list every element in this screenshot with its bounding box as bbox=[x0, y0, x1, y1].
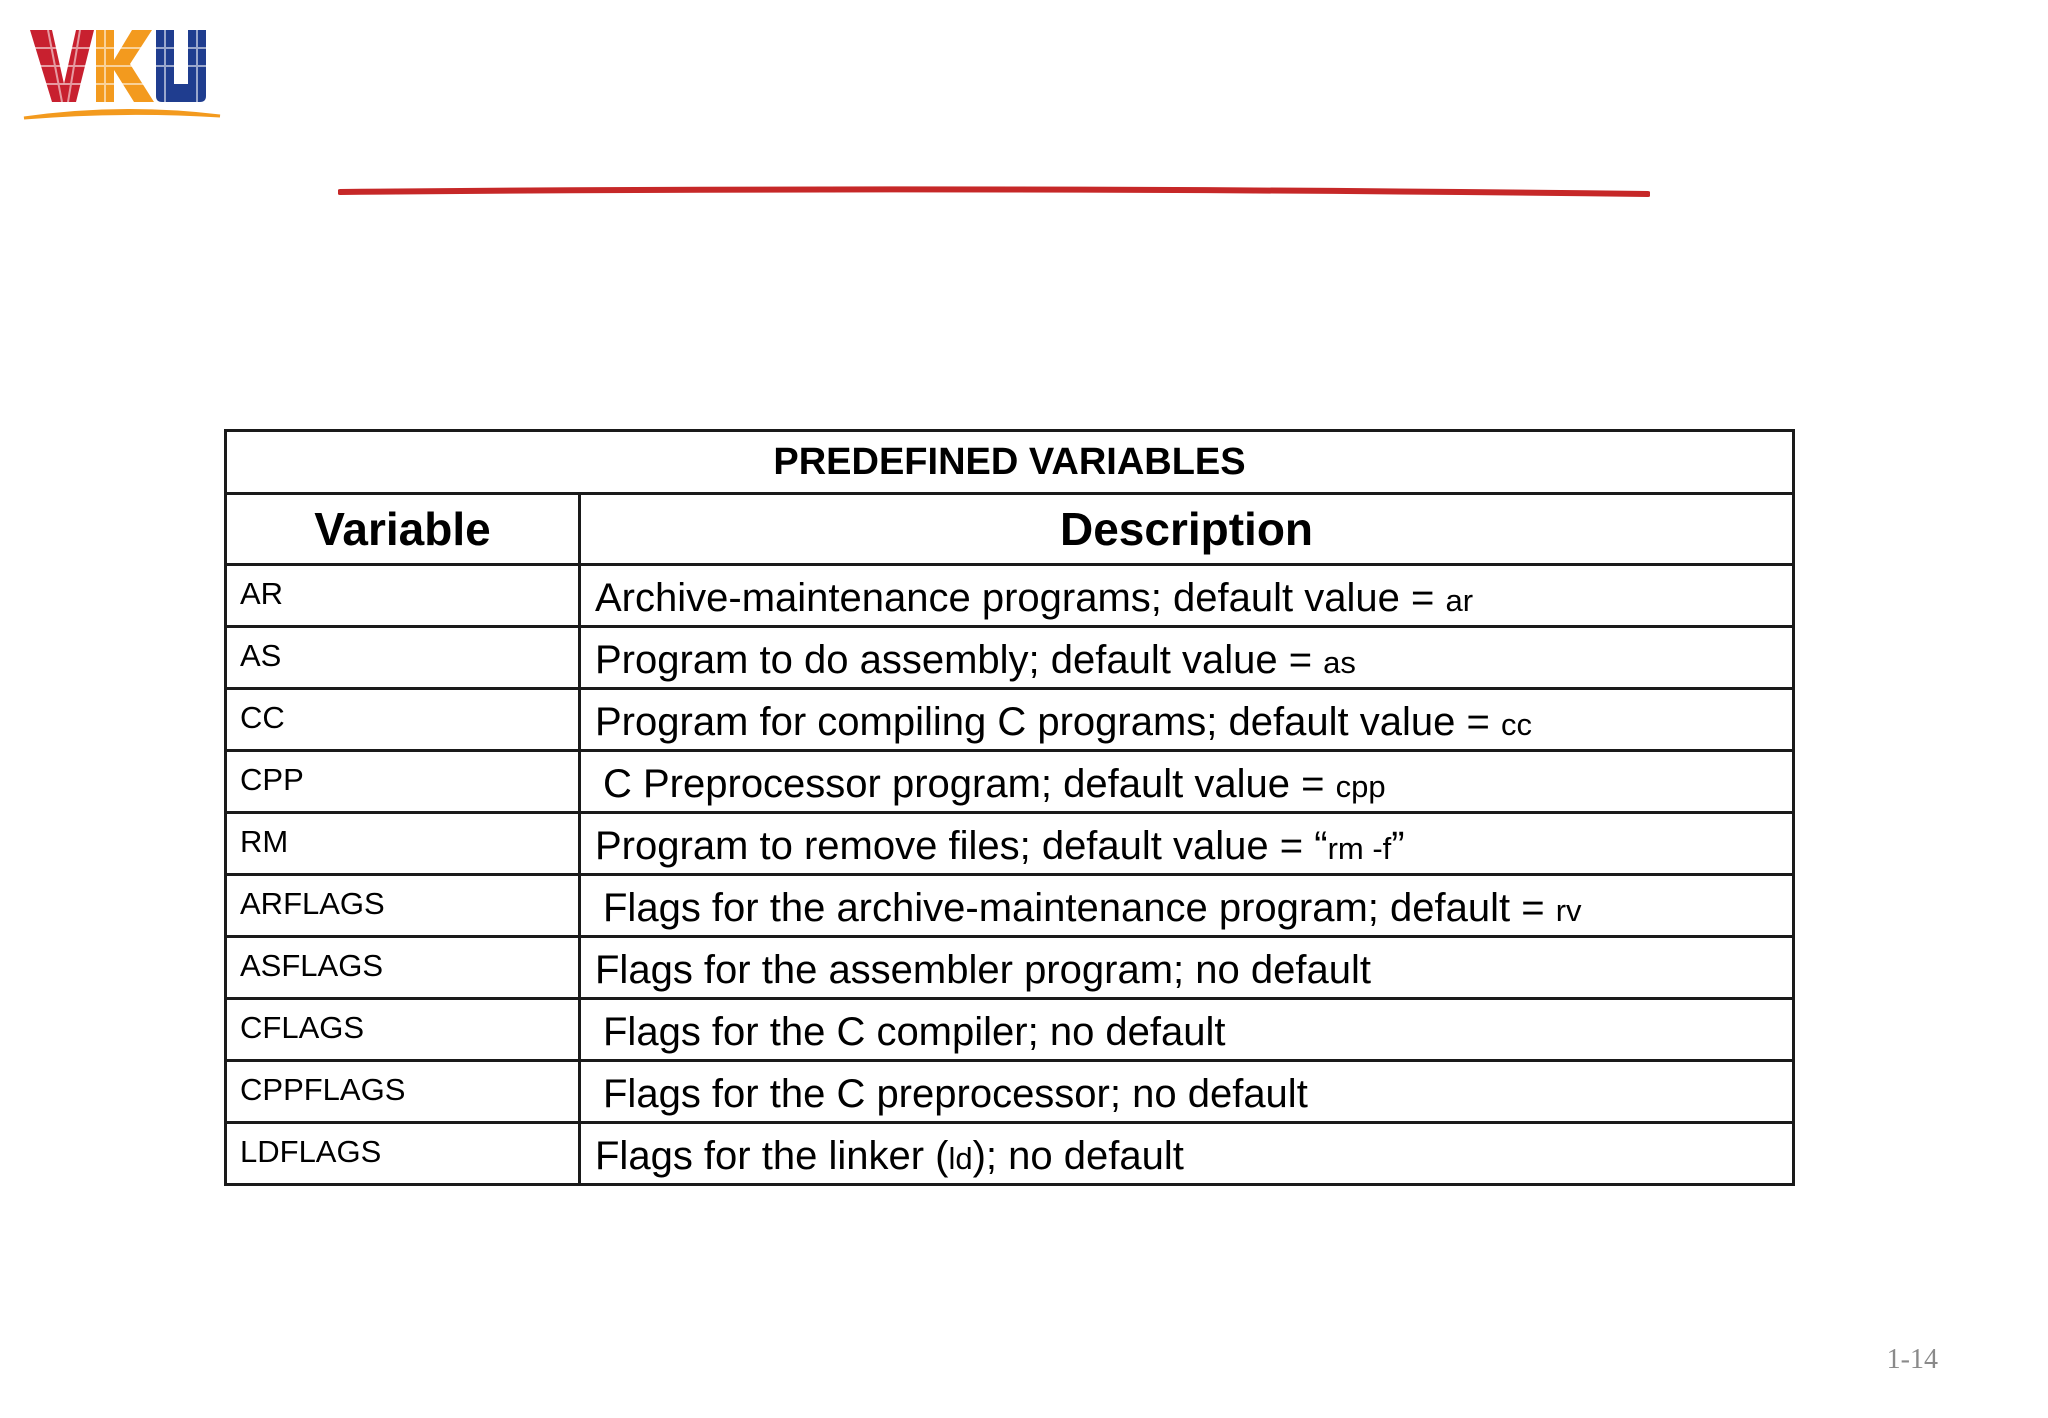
table-row bbox=[226, 751, 1794, 813]
description-cell bbox=[580, 689, 1794, 751]
description-cell bbox=[580, 751, 1794, 813]
logo-letter-u bbox=[156, 30, 206, 102]
description-text: Flags for the C compiler; no default bbox=[603, 1010, 1226, 1054]
table-row bbox=[226, 999, 1794, 1061]
column-header-variable: Variable bbox=[226, 494, 580, 565]
description-cell bbox=[580, 565, 1794, 627]
variable-cell: LDFLAGS bbox=[226, 1123, 580, 1185]
logo-letter-v bbox=[30, 30, 94, 102]
table-row bbox=[226, 875, 1794, 937]
variable-cell: CPP bbox=[226, 751, 580, 813]
description-text: Archive-maintenance programs; default value = bbox=[595, 576, 1446, 620]
variable-cell: RM bbox=[226, 813, 580, 875]
description-cell bbox=[580, 937, 1794, 999]
description-cell bbox=[580, 1123, 1794, 1185]
default-value: ld bbox=[948, 1141, 973, 1176]
description-cell bbox=[580, 813, 1794, 875]
predefined-variables-table bbox=[224, 429, 1792, 1186]
description-cell bbox=[580, 999, 1794, 1061]
description-text: Flags for the assembler program; no default bbox=[595, 948, 1371, 992]
page-number: 1-14 bbox=[1886, 1344, 1938, 1375]
variable-cell: ASFLAGS bbox=[226, 937, 580, 999]
default-value: cc bbox=[1500, 707, 1532, 742]
logo-letter-k bbox=[96, 30, 154, 102]
table-header-row bbox=[226, 494, 1794, 565]
description-cell bbox=[580, 875, 1794, 937]
default-value: ar bbox=[1445, 583, 1474, 618]
variable-cell: CFLAGS bbox=[226, 999, 580, 1061]
table-row bbox=[226, 689, 1794, 751]
description-text: C Preprocessor program; default value = bbox=[603, 762, 1336, 806]
table-row bbox=[226, 1123, 1794, 1185]
table-row bbox=[226, 565, 1794, 627]
default-value: rm -f bbox=[1327, 831, 1392, 866]
table-row bbox=[226, 627, 1794, 689]
description-text: Flags for the linker ( bbox=[595, 1134, 949, 1178]
vku-logo bbox=[22, 26, 222, 126]
table-caption: PREDEFINED VARIABLES bbox=[226, 431, 1794, 494]
description-text: Program for compiling C programs; default value = bbox=[595, 700, 1501, 744]
variable-cell: CC bbox=[226, 689, 580, 751]
description-tail: ” bbox=[1391, 824, 1405, 868]
default-value: rv bbox=[1555, 893, 1582, 928]
table-row bbox=[226, 1061, 1794, 1123]
column-header-description: Description bbox=[580, 494, 1794, 565]
table-caption-row bbox=[226, 431, 1794, 494]
variable-cell: AS bbox=[226, 627, 580, 689]
default-value: as bbox=[1323, 645, 1356, 680]
description-cell bbox=[580, 627, 1794, 689]
logo-swoosh bbox=[24, 110, 220, 118]
table-row bbox=[226, 813, 1794, 875]
description-text: Program to remove files; default value = “ bbox=[595, 824, 1328, 868]
description-tail: ); no default bbox=[972, 1134, 1184, 1178]
description-text: Flags for the C preprocessor; no default bbox=[603, 1072, 1308, 1116]
description-text: Program to do assembly; default value = bbox=[595, 638, 1324, 682]
variable-cell: ARFLAGS bbox=[226, 875, 580, 937]
variable-cell: CPPFLAGS bbox=[226, 1061, 580, 1123]
title-underline bbox=[338, 182, 1650, 202]
description-cell bbox=[580, 1061, 1794, 1123]
default-value: cpp bbox=[1335, 769, 1386, 804]
variable-cell: AR bbox=[226, 565, 580, 627]
table-row bbox=[226, 937, 1794, 999]
description-text: Flags for the archive-maintenance program; default = bbox=[603, 886, 1556, 930]
